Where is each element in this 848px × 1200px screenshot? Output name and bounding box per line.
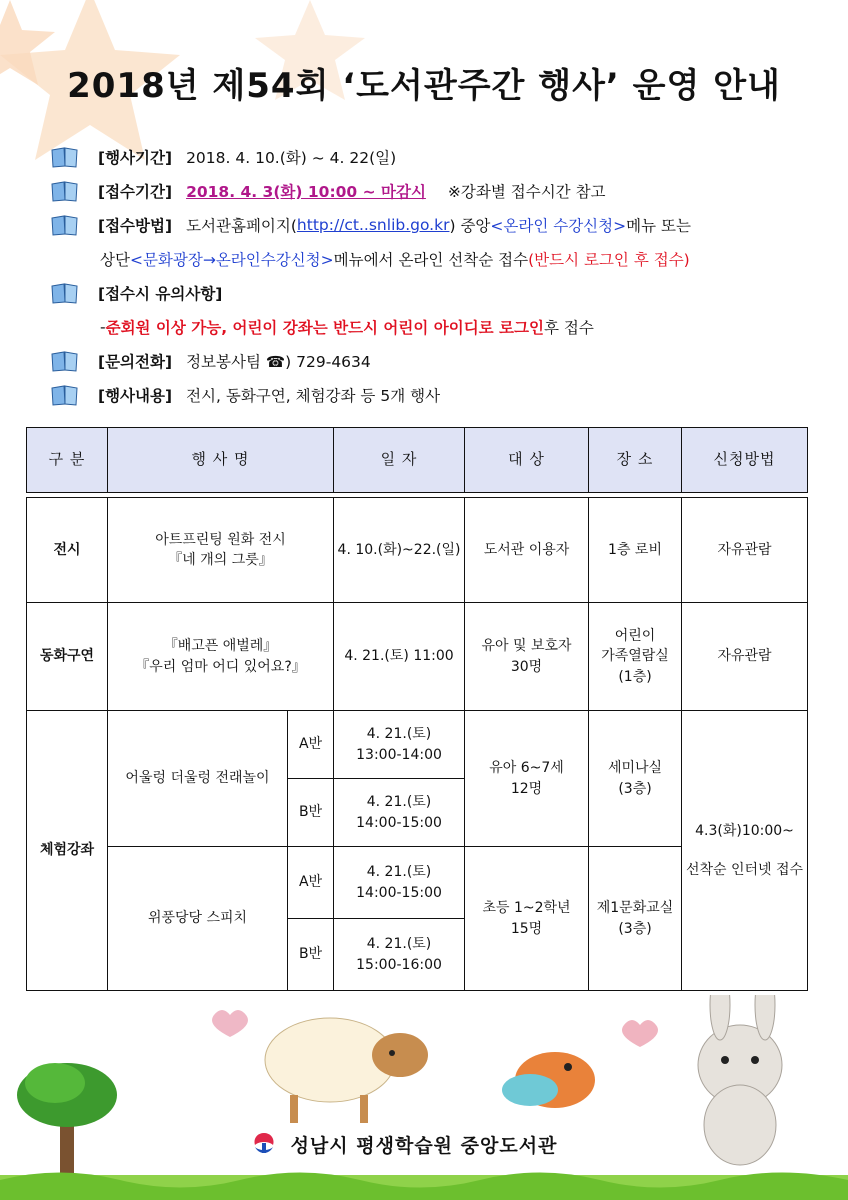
header-event-name: 행 사 명 — [108, 428, 334, 493]
login-required-note: (반드시 로그인 후 접수) — [528, 251, 690, 269]
rabbit-icon — [698, 995, 782, 1165]
place-line: (1층) — [618, 668, 652, 685]
date-line: 4. 21.(토) — [366, 864, 432, 881]
apply-cell: 자유관람 — [682, 498, 808, 603]
event-name-cell: 위풍당당 스피치 — [108, 847, 288, 991]
class-label-cell: B반 — [288, 919, 334, 991]
date-cell — [334, 779, 465, 847]
place-cell — [589, 603, 682, 711]
place-line: 세미나실 — [607, 760, 663, 777]
info-section — [50, 140, 820, 412]
tree-icon — [17, 1063, 117, 1180]
header-apply: 신청방법 — [682, 428, 808, 493]
target-cell — [465, 847, 589, 991]
event-schedule-table — [26, 427, 808, 991]
organization-name: 성남시 평생학습원 중앙도서관 — [290, 1134, 558, 1157]
target-line: 유아 6~7세 — [489, 760, 564, 777]
info-contents — [50, 378, 820, 412]
header-place: 장 소 — [589, 428, 682, 493]
spring-illustration — [0, 995, 848, 1200]
place-line: 어린이 — [614, 628, 656, 645]
book-icon — [50, 146, 80, 168]
info-caution-text — [50, 310, 820, 344]
contents-value: 전시, 동화구연, 체험강좌 등 5개 행사 — [186, 387, 441, 405]
caution-dash: - — [100, 318, 106, 336]
apply-line: 4.3(화)10:00~ — [695, 823, 794, 840]
table-row — [27, 603, 808, 711]
header-target: 대 상 — [465, 428, 589, 493]
class-label-cell: A반 — [288, 847, 334, 919]
reception-label: [접수기간] — [98, 183, 173, 201]
method-text: ) 중앙 — [449, 217, 491, 235]
menu-culture-square: <문화광장→온라인수강신청> — [129, 251, 334, 269]
info-method-cont — [50, 242, 820, 276]
apply-line: 선착순 인터넷 접수 — [685, 861, 804, 878]
info-method — [50, 208, 820, 242]
class-label-cell: B반 — [288, 779, 334, 847]
sheep-icon — [265, 1018, 428, 1123]
table-header-row — [27, 428, 808, 493]
event-name-line: 『네 개의 그릇』 — [168, 552, 273, 568]
category-cell: 전시 — [27, 498, 108, 603]
place-line: (3층) — [618, 920, 652, 937]
info-period — [50, 140, 820, 174]
period-label: [행사기간] — [98, 149, 173, 167]
place-cell — [589, 847, 682, 991]
info-reception — [50, 174, 820, 208]
target-line: 유아 및 보호자 — [481, 638, 572, 655]
date-cell: 4. 10.(화)~22.(일) — [334, 498, 465, 603]
caution-red-text: 준회원 이상 가능, 어린이 강좌는 반드시 어린이 아이디로 로그인 — [105, 319, 544, 337]
header-category: 구 분 — [27, 428, 108, 493]
method-label: [접수방법] — [98, 217, 173, 235]
event-name-line: 아트프린팅 원화 전시 — [155, 531, 286, 548]
date-cell — [334, 847, 465, 919]
method-text: 도서관홈페이지( — [186, 217, 297, 235]
apply-cell — [682, 711, 808, 991]
contact-label: [문의전화] — [98, 353, 173, 371]
target-cell: 도서관 이용자 — [465, 498, 589, 603]
caution-label: [접수시 유의사항] — [98, 285, 223, 303]
reception-value: 2018. 4. 3(화) 10:00 ~ 마감시 — [186, 183, 426, 201]
contents-label: [행사내용] — [98, 387, 173, 405]
class-label-cell: A반 — [288, 711, 334, 779]
event-name-cell — [108, 498, 334, 603]
homepage-link[interactable]: http://ct..snlib.go.kr — [296, 216, 450, 234]
place-line: (3층) — [618, 780, 652, 797]
target-line: 15명 — [510, 920, 543, 937]
event-name-cell: 어울렁 더울렁 전래놀이 — [108, 711, 288, 847]
header-date: 일 자 — [334, 428, 465, 493]
place-line: 제1문화교실 — [596, 900, 674, 917]
event-name-line: 『우리 엄마 어디 있어요?』 — [135, 658, 306, 675]
footer-organization — [218, 1127, 588, 1161]
target-cell — [465, 711, 589, 847]
time-line: 13:00-14:00 — [356, 746, 442, 763]
reception-note: ※강좌별 접수시간 참고 — [447, 183, 606, 201]
date-line: 4. 21.(토) — [366, 794, 432, 811]
table-row — [27, 498, 808, 603]
time-line: 14:00-15:00 — [356, 814, 442, 831]
date-cell — [334, 919, 465, 991]
book-icon — [50, 384, 80, 406]
info-caution — [50, 276, 820, 310]
date-cell — [334, 711, 465, 779]
bird-icon — [502, 1052, 595, 1108]
book-icon — [50, 282, 80, 304]
city-logo-icon — [249, 1129, 279, 1159]
apply-cell: 자유관람 — [682, 603, 808, 711]
book-icon — [50, 214, 80, 236]
event-name-line: 『배고픈 애벌레』 — [163, 638, 278, 655]
target-line: 12명 — [510, 780, 543, 797]
time-line: 14:00-15:00 — [356, 884, 442, 901]
info-contact — [50, 344, 820, 378]
place-cell — [589, 711, 682, 847]
category-cell: 동화구연 — [27, 603, 108, 711]
contact-value: 정보봉사팀 ☎) 729-4634 — [186, 353, 371, 371]
date-cell: 4. 21.(토) 11:00 — [334, 603, 465, 711]
target-line: 초등 1~2학년 — [482, 900, 571, 917]
method-text: 메뉴 또는 — [626, 217, 691, 235]
period-value: 2018. 4. 10.(화) ~ 4. 22(일) — [186, 149, 397, 167]
date-line: 4. 21.(토) — [366, 726, 432, 743]
time-line: 15:00-16:00 — [356, 956, 442, 973]
book-icon — [50, 350, 80, 372]
method-text: 상단 — [100, 251, 130, 269]
category-cell: 체험강좌 — [27, 711, 108, 991]
event-name-cell — [108, 603, 334, 711]
page-title: 2018년 제54회 ‘도서관주간 행사’ 운영 안내 — [67, 66, 781, 106]
place-line: 가족열람실 — [601, 648, 669, 665]
target-line: 30명 — [510, 658, 543, 675]
caution-tail: 후 접수 — [543, 319, 594, 337]
date-line: 4. 21.(토) — [366, 936, 432, 953]
book-icon — [50, 180, 80, 202]
target-cell — [465, 603, 589, 711]
place-cell: 1층 로비 — [589, 498, 682, 603]
method-text: 메뉴에서 온라인 선착순 접수 — [333, 251, 529, 269]
table-row — [27, 711, 808, 779]
menu-online-course: <온라인 수강신청> — [490, 217, 627, 235]
